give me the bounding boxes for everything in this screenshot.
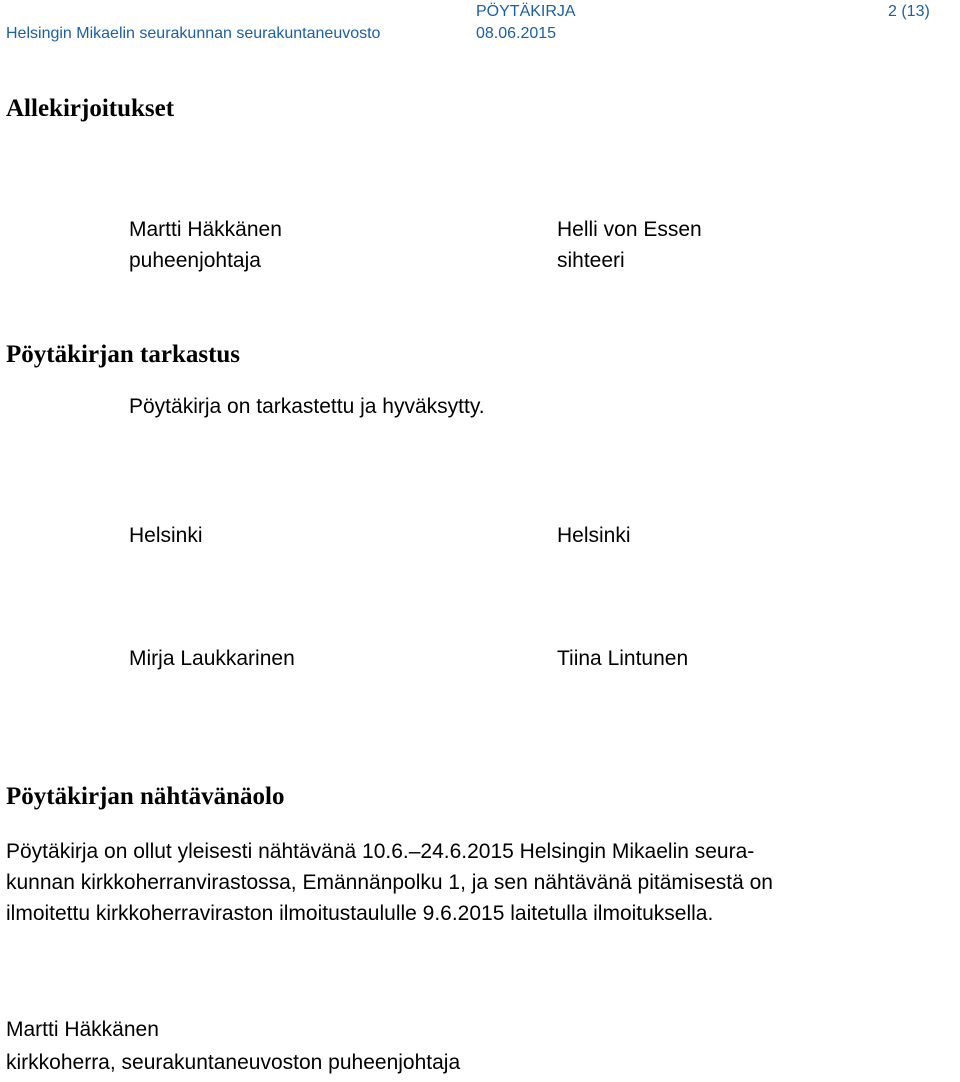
meeting-date: 08.06.2015 xyxy=(476,25,557,42)
reviewer-1-place: Helsinki xyxy=(129,524,203,547)
display-line: kunnan kirkkoherranvirastossa, Emännänpolku 1, ja sen nähtävänä pitämisestä on xyxy=(6,871,773,894)
review-heading: Pöytäkirjan tarkastus xyxy=(6,341,241,368)
page-number: 2 (13) xyxy=(888,3,930,20)
secretary-name: Helli von Essen xyxy=(557,218,702,241)
attestation-name: Martti Häkkänen xyxy=(6,1018,159,1041)
display-heading: Pöytäkirjan nähtävänäolo xyxy=(6,783,285,810)
reviewer-2-place: Helsinki xyxy=(557,524,631,547)
secretary-role: sihteeri xyxy=(557,249,625,272)
organization-name: Helsingin Mikaelin seurakunnan seurakuntaneuvosto xyxy=(6,25,381,42)
display-line: ilmoitettu kirkkoherraviraston ilmoitustaululle 9.6.2015 laitetulla ilmoituksella. xyxy=(6,902,714,925)
document-type: PÖYTÄKIRJA xyxy=(476,3,576,20)
reviewer-1-name: Mirja Laukkarinen xyxy=(129,647,295,670)
chair-role: puheenjohtaja xyxy=(129,249,261,272)
signatures-heading: Allekirjoitukset xyxy=(6,95,175,122)
reviewer-2-name: Tiina Lintunen xyxy=(557,647,689,670)
display-paragraph xyxy=(6,836,956,929)
review-statement: Pöytäkirja on tarkastettu ja hyväksytty. xyxy=(129,395,485,418)
display-line: Pöytäkirja on ollut yleisesti nähtävänä 10.6.–24.6.2015 Helsingin Mikaelin seura- xyxy=(6,840,755,863)
attestation-title: kirkkoherra, seurakuntaneuvoston puheenjohtaja xyxy=(6,1051,461,1074)
chair-name: Martti Häkkänen xyxy=(129,218,282,241)
